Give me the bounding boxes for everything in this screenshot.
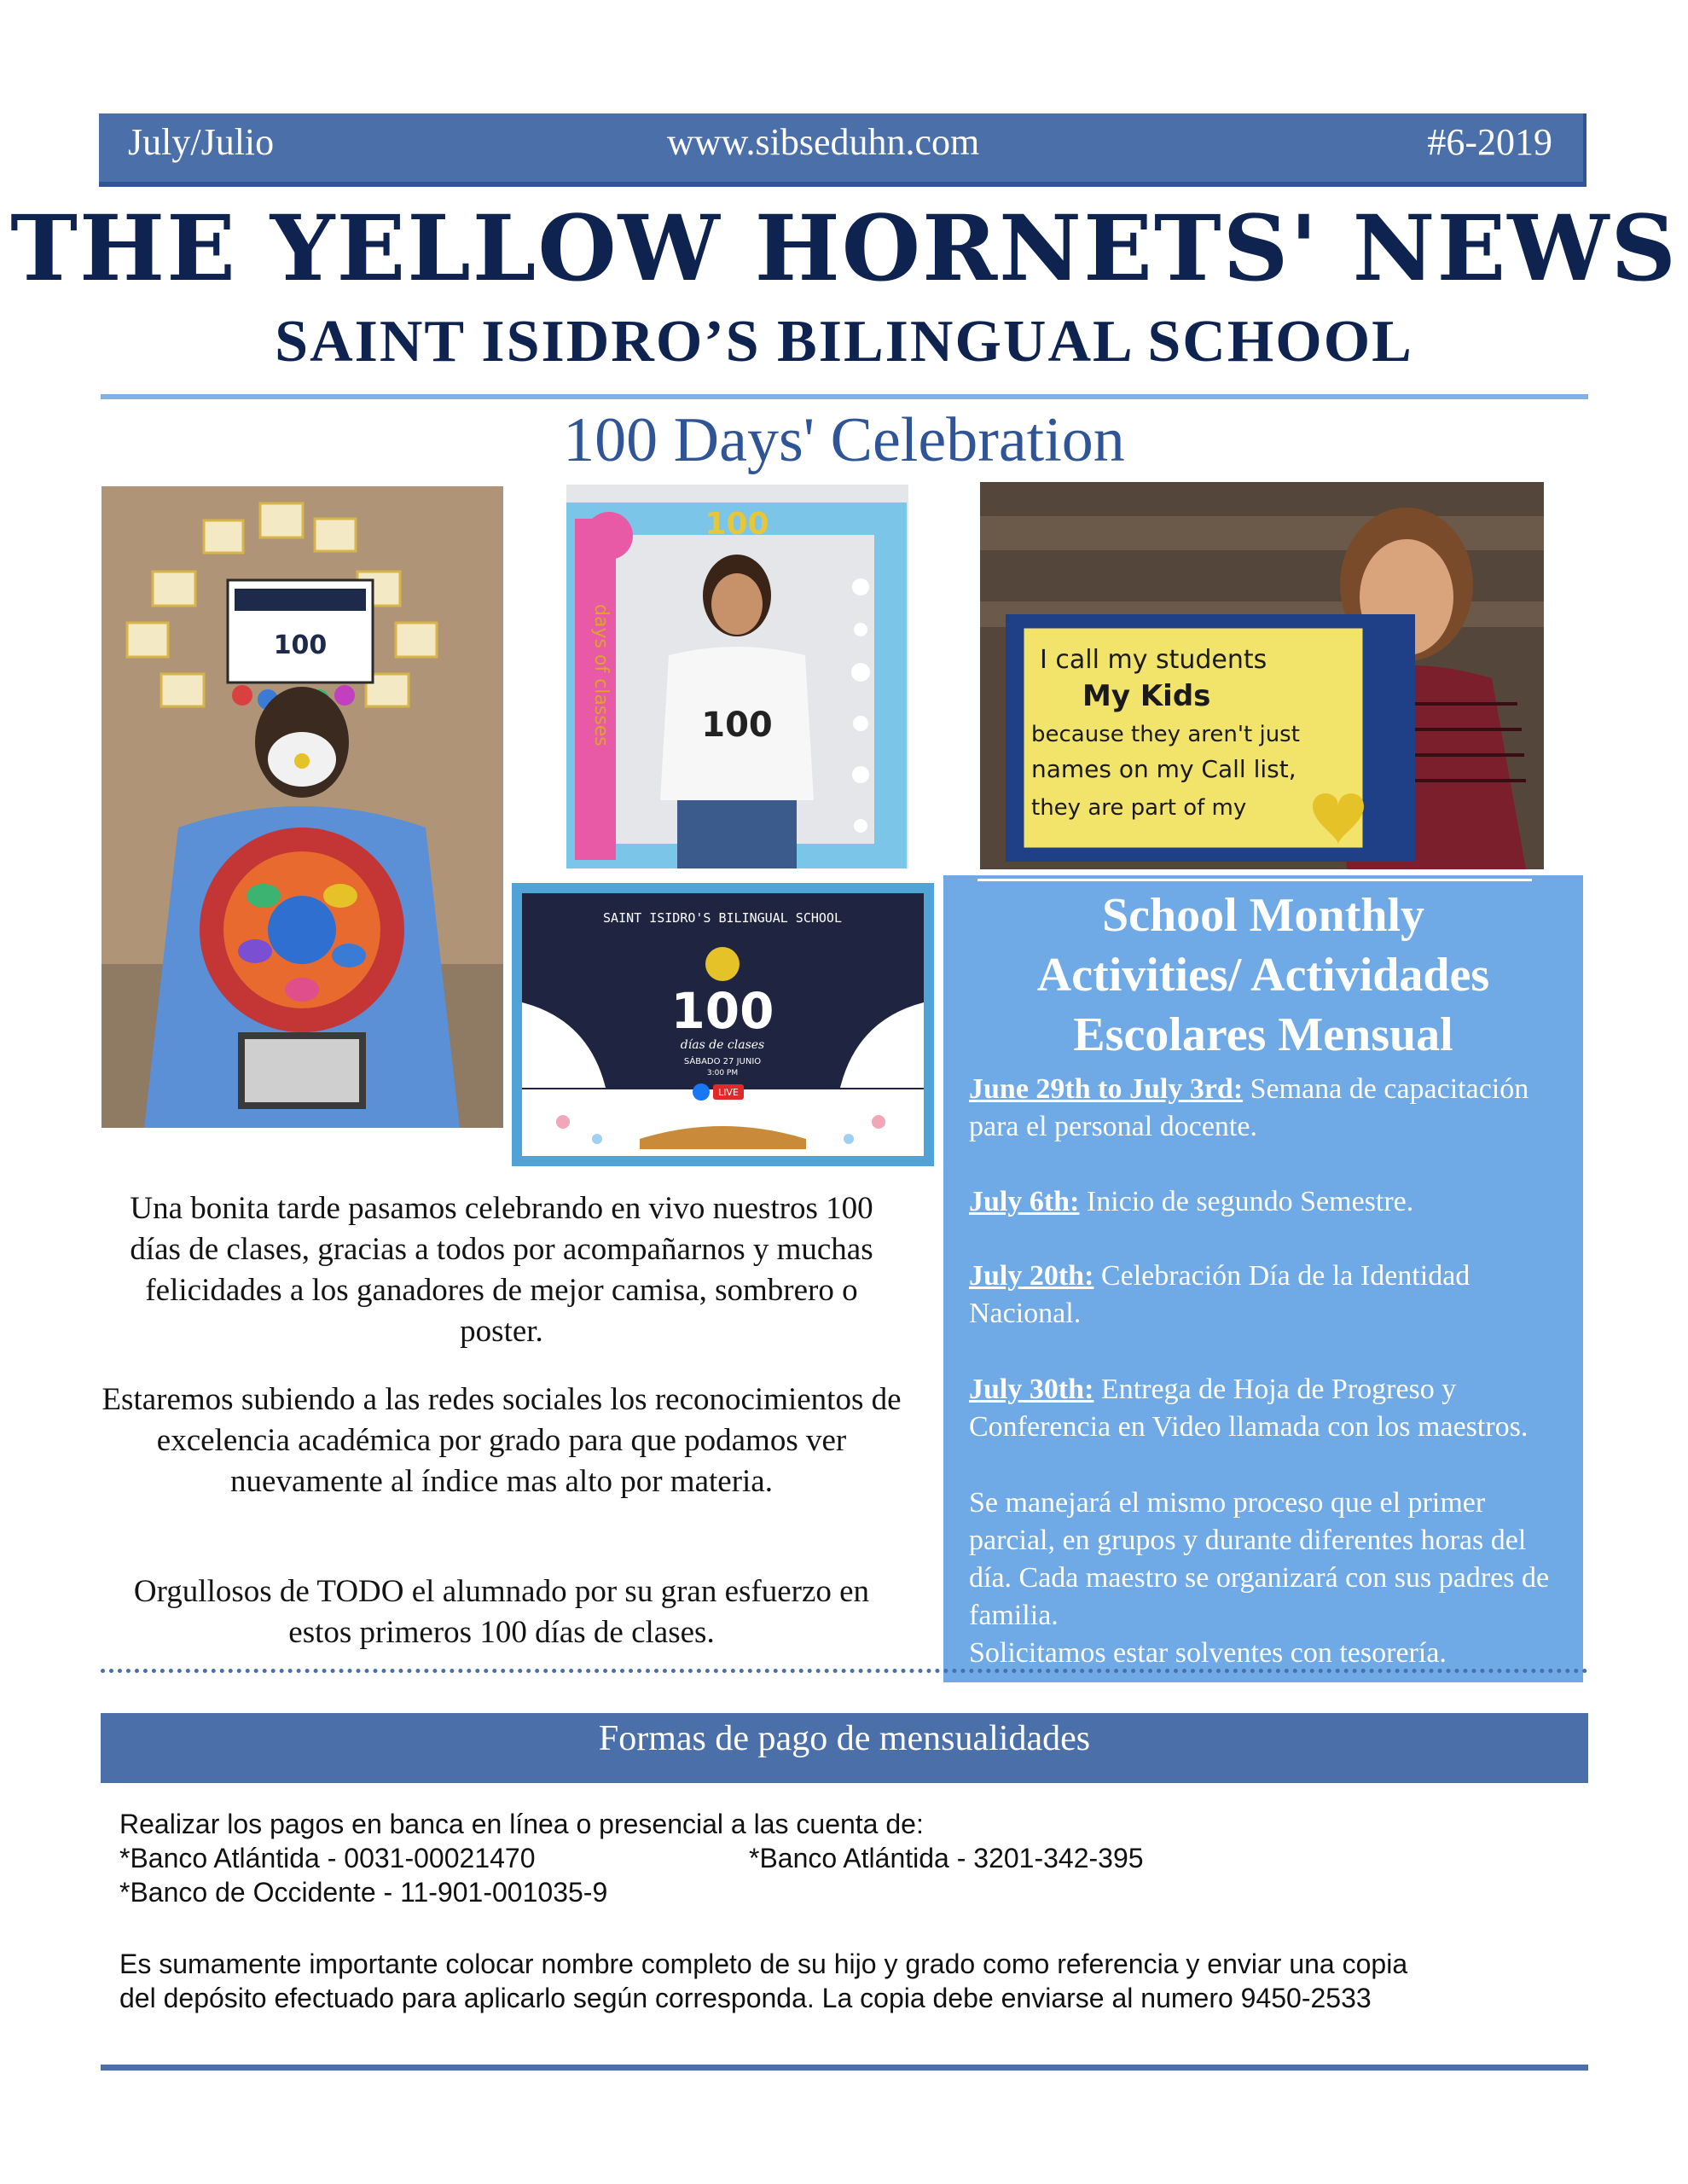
- title-divider: [101, 394, 1588, 399]
- photo-girl-frame-illustration: [566, 485, 908, 868]
- bottom-rule: [101, 2065, 1588, 2071]
- payments-note-line-1: Es sumamente importante colocar nombre completo de su hijo y grado como referencia y enviar una copia: [119, 1949, 1408, 1979]
- activity-item: July 6th: Inicio de segundo Semestre.: [969, 1186, 1414, 1217]
- bank-account: *Banco de Occidente - 11-901-001035-9: [119, 1877, 608, 1908]
- activity-item: July 30th: Entrega de Hoja de Progreso y Conferencia en Video llamada con los maestros.: [969, 1374, 1528, 1443]
- frame-text: days of classes: [590, 604, 612, 746]
- photo-teacher-sign-illustration: [980, 482, 1544, 869]
- paragraph-pride: Orgullosos de TODO el alumnado por su gran esfuerzo en estos primeros 100 días de clases.: [133, 1574, 870, 1650]
- frame-number: 100: [705, 507, 769, 542]
- activities-rule: [977, 879, 1532, 881]
- poster-school: SAINT ISIDRO'S BILINGUAL SCHOOL: [603, 910, 842, 926]
- payments-note-line-2: del depósito efectuado para aplicarlo según corresponda. La copia debe enviarse al numero 9450-2533: [119, 1983, 1372, 2013]
- newsletter-title: THE YELLOW HORNETS' NEWS: [10, 195, 1678, 301]
- activity-item: June 29th to July 3rd: Semana de capacitación para el personal docente.: [969, 1073, 1529, 1142]
- event-poster-illustration: [512, 883, 934, 1166]
- header-bar: [99, 113, 1583, 182]
- hat-number: 100: [273, 630, 328, 660]
- website-link[interactable]: www.sibseduhn.com: [667, 121, 980, 163]
- sign-line-5: they are part of my: [1031, 795, 1247, 821]
- dotted-divider: [101, 1669, 1588, 1673]
- poster-time: 3:00 PM: [706, 1069, 739, 1077]
- issue-date: July/Julio: [128, 121, 275, 163]
- photo-girl-frame: [566, 485, 908, 868]
- school-name: SAINT ISIDRO’S BILINGUAL SCHOOL: [275, 309, 1413, 375]
- sign-line-4: names on my Call list,: [1031, 755, 1296, 783]
- poster-live: LIVE: [718, 1087, 739, 1098]
- section-title: 100 Days' Celebration: [563, 405, 1125, 475]
- sign-line-1: I call my students: [1040, 645, 1267, 675]
- photo-teacher-sign: [980, 482, 1544, 869]
- bank-account: *Banco Atlántida - 0031-00021470: [119, 1843, 536, 1873]
- payments-title: Formas de pago de mensualidades: [598, 1719, 1091, 1758]
- sign-line-3: because they aren't just: [1031, 722, 1300, 747]
- activity-note-2: Solicitamos estar solventes con tesorería.: [969, 1637, 1447, 1669]
- photo-student-costume-illustration: [102, 486, 503, 1128]
- paragraph-celebration: Una bonita tarde pasamos celebrando en vivo nuestros 100 días de clases, gracias a todos por acompañarnos y muchas felicidades a los ganadores de mejor camisa, sombrero o poster.: [130, 1191, 873, 1349]
- shirt-number: 100: [701, 706, 773, 745]
- event-poster: [512, 883, 934, 1166]
- activities-title: School Monthly Activities/ Actividades Escolares Mensual: [1036, 889, 1490, 1061]
- activity-item: July 20th: Celebración Día de la Identidad Nacional.: [969, 1260, 1470, 1329]
- photo-student-costume: [102, 486, 503, 1128]
- poster-subtitle: días de clases: [680, 1038, 765, 1052]
- poster-number: 100: [670, 982, 774, 1040]
- activity-note: Se manejará el mismo proceso que el primer parcial, en grupos y durante diferentes horas del día. Cada maestro se organizará con sus padres de familia.: [969, 1487, 1550, 1631]
- sign-line-2: My Kids: [1082, 679, 1211, 713]
- payments-intro: Realizar los pagos en banca en línea o presencial a las cuenta de:: [119, 1809, 924, 1839]
- bank-account: *Banco Atlántida - 3201-342-395: [749, 1843, 1144, 1873]
- issue-number: #6-2019: [1427, 121, 1552, 163]
- paragraph-recognitions: Estaremos subiendo a las redes sociales los reconocimientos de excelencia académica por grado para que podamos ver nuevamente al índice mas alto por materia.: [102, 1382, 902, 1499]
- poster-date: SÁBADO 27 JUNIO: [683, 1057, 762, 1066]
